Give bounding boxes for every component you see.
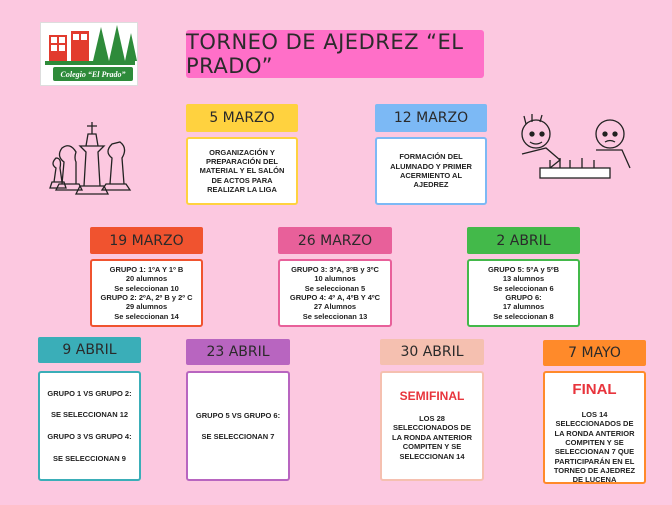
card-text: 20 alumnos	[125, 274, 168, 284]
card-text: LOS 14 SELECCIONADOS DE LA RONDA ANTERIOR COMPITEN Y SE SELECCIONAN 7 QUE PARTICIPARÁN EN EL TORNEO DE AJEDREZ DE LUCENA	[553, 409, 636, 485]
date-header-9-abril: 9 ABRIL	[38, 337, 141, 363]
semifinal-heading: SEMIFINAL	[399, 389, 465, 403]
card-text: FORMACIÓN DEL ALUMNADO Y PRIMER ACERMIENTO AL AJEDREZ	[390, 152, 472, 190]
school-logo	[40, 22, 138, 86]
card-text: SE SELECCIONAN 12	[50, 410, 129, 420]
card-text: GRUPO 2: 2ºA, 2º B y 2º C	[100, 293, 193, 302]
info-card-26-marzo	[278, 259, 392, 327]
card-text: 13 alumnos	[502, 274, 545, 284]
info-card-9-abril	[38, 371, 141, 481]
date-header-23-abril: 23 ABRIL	[186, 339, 290, 365]
date-header-5-marzo: 5 MARZO	[186, 104, 298, 132]
info-card-5-marzo	[186, 137, 298, 205]
chess-pieces-icon	[42, 112, 142, 198]
info-card-12-marzo	[375, 137, 487, 205]
card-text: Se seleccionan 10	[114, 283, 179, 293]
card-text: Se seleccionan 8	[493, 311, 554, 321]
date-header-26-marzo: 26 MARZO	[278, 227, 392, 254]
card-text: GRUPO 1: 1ºA Y 1º B	[109, 264, 184, 274]
card-text: GRUPO 3: 3ºA, 3ºB y 3ºC	[291, 264, 379, 274]
kids-playing-chess-icon	[510, 112, 636, 192]
info-card-2-abril	[467, 259, 580, 327]
info-card-7-mayo	[543, 371, 646, 484]
card-text: 10 alumnos	[314, 274, 356, 284]
card-text: SE SELECCIONAN 7	[201, 432, 275, 441]
date-header-12-marzo: 12 MARZO	[375, 104, 487, 132]
final-heading: FINAL	[572, 381, 617, 398]
card-text: ORGANIZACIÓN Y PREPARACIÓN DEL MATERIAL Y EL SALÓN DE ACTOS PARA REALIZAR LA LIGA	[199, 147, 285, 195]
date-header-30-abril: 30 ABRIL	[380, 339, 484, 365]
card-text: GRUPO 3 VS GRUPO 4:	[47, 432, 132, 441]
date-header-7-mayo: 7 MAYO	[543, 340, 646, 366]
card-text: GRUPO 5 VS GRUPO 6:	[195, 410, 281, 420]
page-title: TORNEO DE AJEDREZ “EL PRADO”	[186, 30, 484, 78]
card-text: SE SELECCIONAN 9	[53, 453, 126, 463]
card-text: Se seleccionan 5	[304, 283, 366, 293]
logo-caption: Colegio “El Prado”	[60, 70, 126, 79]
card-text: LOS 28 SELECCIONADOS DE LA RONDA ANTERIOR COMPITEN Y SE SELECCIONAN 14	[392, 414, 472, 461]
card-text: GRUPO 5: 5ºA y 5ºB	[487, 264, 560, 274]
card-text: GRUPO 1 VS GRUPO 2:	[47, 388, 132, 398]
school-logo-icon	[41, 23, 139, 87]
info-card-30-abril	[380, 371, 484, 481]
card-text: GRUPO 4: 4º A, 4ºB Y 4ºC	[289, 293, 381, 302]
info-card-19-marzo	[90, 259, 203, 327]
card-text: Se seleccionan 13	[302, 311, 368, 321]
card-text: 29 alumnos	[125, 302, 168, 312]
card-text: 17 alumnos	[502, 302, 545, 312]
card-text: Se seleccionan 6	[493, 283, 554, 293]
date-header-2-abril: 2 ABRIL	[467, 227, 580, 254]
card-text: Se seleccionan 14	[114, 311, 179, 321]
card-text: GRUPO 6:	[505, 293, 542, 302]
card-text: 27 Alumnos	[313, 302, 357, 312]
info-card-23-abril	[186, 371, 290, 481]
date-header-19-marzo: 19 MARZO	[90, 227, 203, 254]
